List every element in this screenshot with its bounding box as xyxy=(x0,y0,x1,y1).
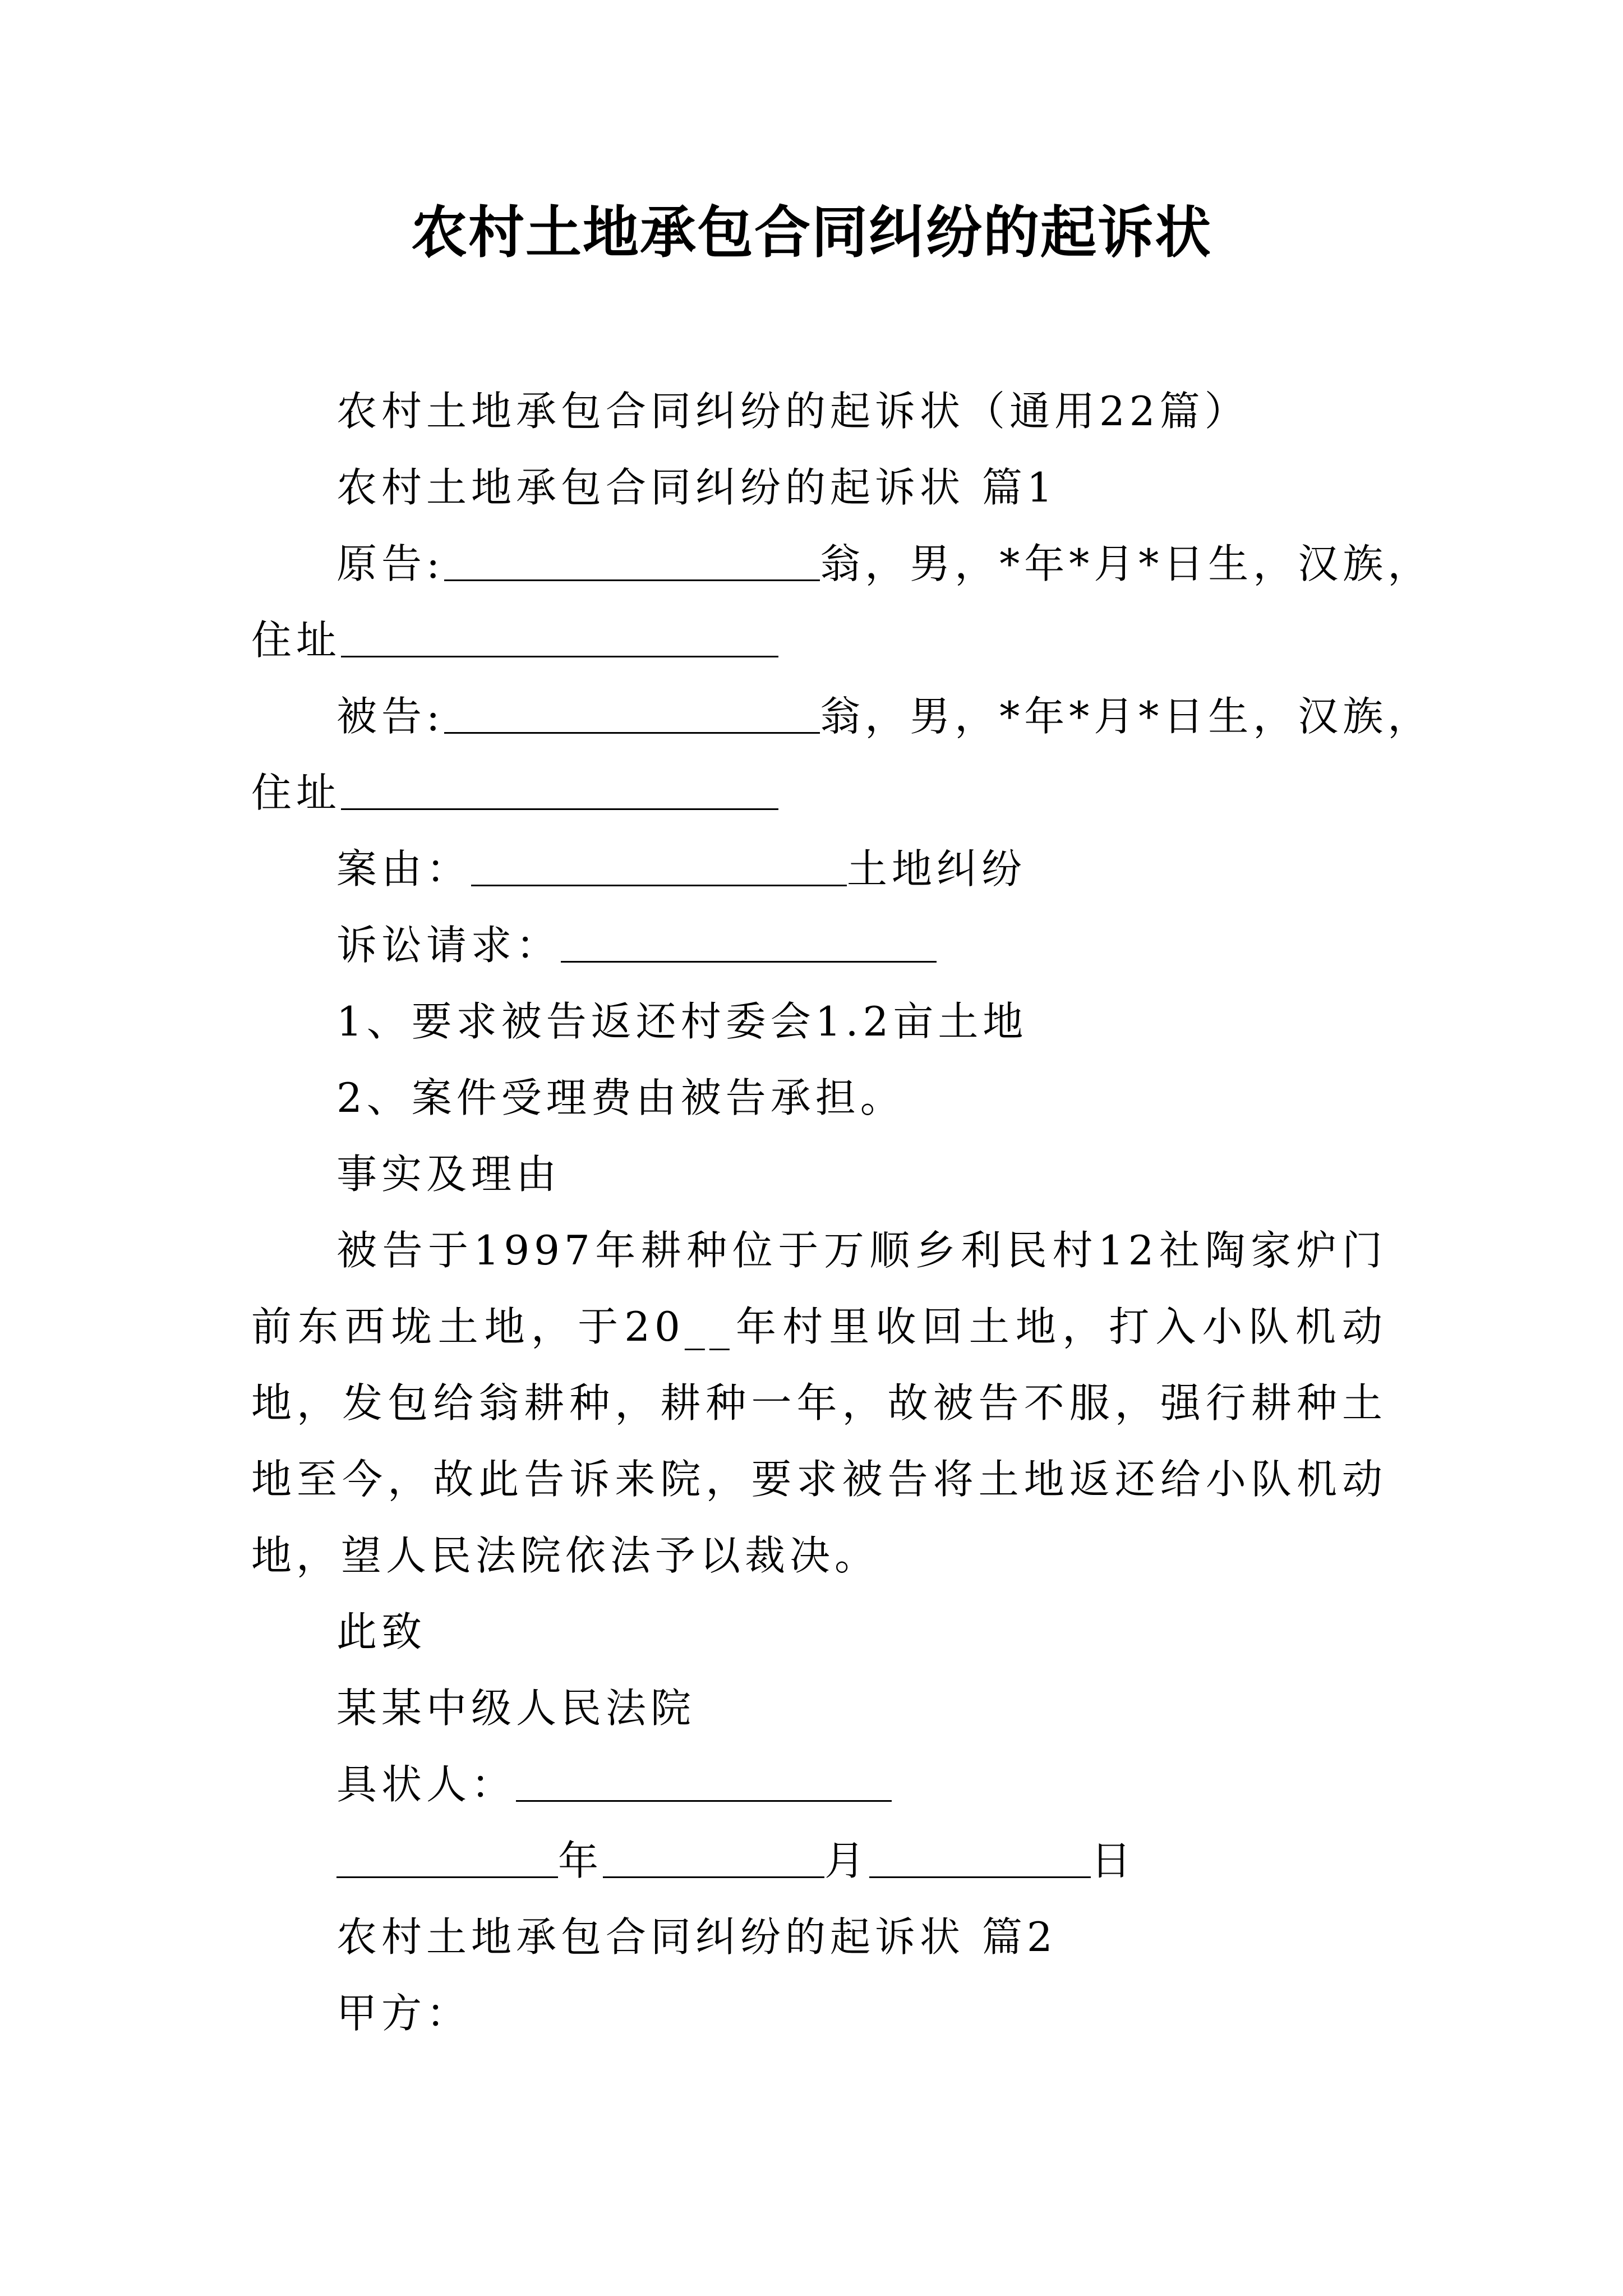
cause-label: 案由： xyxy=(336,845,472,892)
plaintiff-blank xyxy=(444,536,820,581)
facts-body: 被告于1997年耕种位于万顺乡利民村12社陶家炉门前东西垅土地，于20__年村里收回土地，打入小队机动地，发包给翁耕种，耕种一年，故被告不服，强行耕种土地至今，故此告诉来院，要求被告将土地返还给小队机动地，望人民法院依法予以裁决。 xyxy=(251,1227,1387,1579)
signer-label: 具状人： xyxy=(336,1761,517,1808)
claims-label: 诉讼请求： xyxy=(336,922,561,969)
subtitle-line: 农村土地承包合同纠纷的起诉状（通用22篇） xyxy=(336,388,1249,435)
section-2-heading: 农村土地承包合同纠纷的起诉状 篇2 xyxy=(336,1913,1057,1961)
court-name: 某某中级人民法院 xyxy=(336,1685,696,1732)
salutation: 此致 xyxy=(336,1608,427,1655)
plaintiff-address-blank xyxy=(341,612,778,657)
signer-line xyxy=(251,1746,1387,1823)
date-line xyxy=(251,1823,1387,1899)
plaintiff-address-label: 住址 xyxy=(251,616,342,664)
claims-blank xyxy=(561,917,937,963)
defendant-address-line xyxy=(251,754,1387,831)
signer-blank xyxy=(516,1756,892,1802)
claim-2: 2、案件受理费由被告承担。 xyxy=(336,1074,905,1121)
plaintiff-info: 翁，男，*年*月*日生，汉族， xyxy=(820,540,1433,587)
defendant-line xyxy=(251,678,1433,754)
day-label: 日 xyxy=(1091,1837,1136,1884)
document-title: 农村土地承包合同纠纷的起诉状 xyxy=(411,200,1212,265)
defendant-info: 翁，男，*年*月*日生，汉族， xyxy=(820,693,1433,740)
claims-line xyxy=(251,907,1387,983)
plaintiff-line xyxy=(251,526,1433,602)
defendant-blank xyxy=(444,688,820,734)
party-a-line: 甲方： xyxy=(336,1990,472,2037)
cause-line xyxy=(251,831,1387,907)
cause-blank xyxy=(471,841,847,886)
plaintiff-address-line xyxy=(251,602,1387,678)
section-1-heading: 农村土地承包合同纠纷的起诉状 篇1 xyxy=(336,464,1057,511)
year-label: 年 xyxy=(558,1837,603,1884)
facts-heading: 事实及理由 xyxy=(336,1151,561,1198)
cause-value: 土地纠纷 xyxy=(847,845,1027,892)
month-blank xyxy=(603,1833,824,1878)
defendant-label: 被告: xyxy=(336,693,445,740)
month-label: 月 xyxy=(824,1837,870,1884)
year-blank xyxy=(336,1833,558,1878)
document-body xyxy=(251,373,1433,2051)
day-blank xyxy=(869,1833,1091,1878)
defendant-address-blank xyxy=(341,765,778,810)
plaintiff-label: 原告: xyxy=(336,540,445,587)
claim-1: 1、要求被告返还村委会1.2亩土地 xyxy=(336,998,1028,1045)
defendant-address-label: 住址 xyxy=(251,769,342,816)
